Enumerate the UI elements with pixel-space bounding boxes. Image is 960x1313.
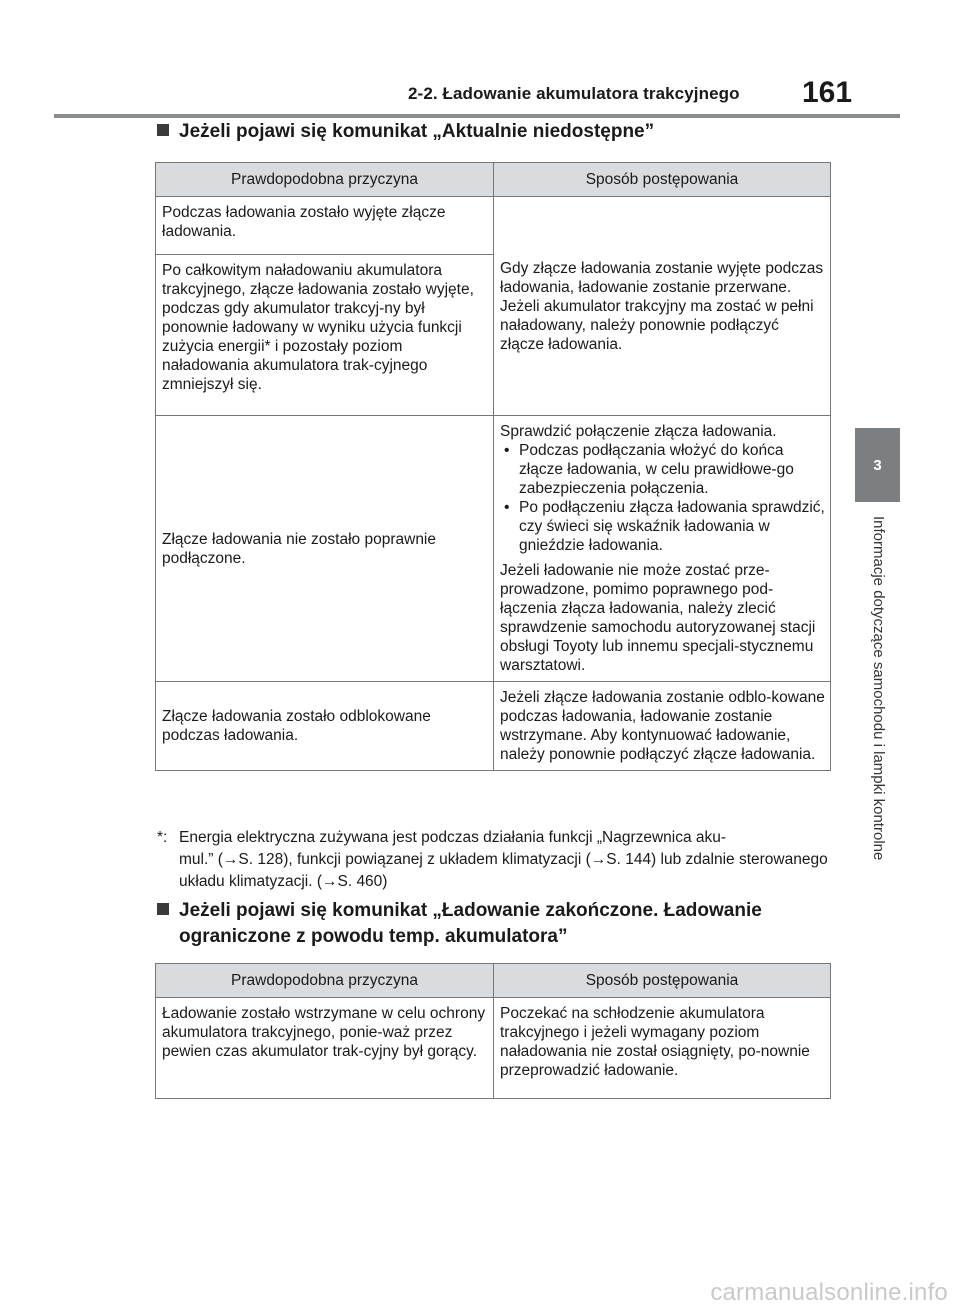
table-header-row — [156, 163, 831, 197]
table-completed — [155, 963, 831, 1099]
header-rule — [54, 114, 900, 118]
table-header-row — [156, 964, 831, 998]
square-bullet-icon — [157, 124, 169, 136]
table-row — [156, 998, 831, 1099]
footnote-mark: *: — [157, 829, 168, 846]
square-bullet-icon — [157, 903, 169, 915]
action-intro: Sprawdzić połączenie złącza ładowania. — [500, 423, 777, 440]
column-header-action: Sposób postępowania — [494, 163, 831, 197]
table-row — [156, 197, 831, 255]
cause-cell: Podczas ładowania zostało wyjęte złącze ładowania. — [156, 197, 494, 255]
section-heading-line2: ograniczone z powodu temp. akumulatora” — [179, 926, 568, 947]
action-cell: Poczekać na schłodzenie akumulatora trakcyjnego i jeżeli wymagany poziom naładowania nie został osiągnięty, po-nownie przeprowadzić ładowanie. — [494, 998, 831, 1099]
action-cell: Jeżeli złącze ładowania zostanie odblo-kowane podczas ładowania, ładowanie zostanie wstrzymane. Aby kontynuować ładowanie, należy ponownie podłączyć złącze ładowania. — [494, 682, 831, 771]
chapter-number: 3 — [873, 456, 882, 474]
header-title: 2-2. Ładowanie akumulatora trakcyjnego — [408, 84, 740, 103]
column-header-action: Sposób postępowania — [494, 964, 831, 998]
table-row — [156, 682, 831, 771]
footnote — [157, 827, 832, 893]
chapter-label-text: Informacje dotyczące samochodu i lampki kontrolne — [870, 516, 887, 861]
column-header-cause: Prawdopodobna przyczyna — [156, 163, 494, 197]
cause-cell: Złącze ładowania nie zostało poprawnie podłączone. — [156, 416, 494, 682]
table-row — [156, 416, 831, 682]
list-item: • Podczas podłączania włożyć do końca złącze ładowania, w celu prawidłowe-go zabezpieczenia połączenia. — [500, 441, 825, 498]
section-heading-line1: Jeżeli pojawi się komunikat „Ładowanie zakończone. Ładowanie — [179, 900, 762, 921]
section-heading-unavailable — [157, 119, 654, 145]
column-header-cause: Prawdopodobna przyczyna — [156, 964, 494, 998]
watermark: carmanualsonline.info — [710, 1279, 948, 1306]
list-item: • Po podłączeniu złącza ładowania sprawdzić, czy świeci się wskaźnik ładowania w gnieździe ładowania. — [500, 498, 825, 555]
footnote-first-line: Energia elektryczna zużywana jest podczas działania funkcji „Nagrzewnica aku- — [179, 829, 727, 846]
section-heading-completed — [157, 898, 762, 950]
table-unavailable — [155, 162, 831, 771]
action-cell — [494, 416, 831, 682]
cause-cell: Ładowanie zostało wstrzymane w celu ochrony akumulatora trakcyjnego, ponie-waż przez pewien czas akumulator trak-cyjny był gorący. — [156, 998, 494, 1099]
cause-cell: Po całkowitym naładowaniu akumulatora trakcyjnego, złącze ładowania zostało wyjęte, podczas gdy akumulator trakcyj-ny był ponownie ładowany w wyniku użycia funkcji zużycia energii* i pozostały poziom naładowania akumulatora trak-cyjnego zmniejszył się. — [156, 255, 494, 416]
section-heading-text: Jeżeli pojawi się komunikat „Aktualnie niedostępne” — [179, 121, 655, 142]
action-cell: Gdy złącze ładowania zostanie wyjęte podczas ładowania, ładowanie zostanie przerwane. Jeżeli akumulator trakcyjny ma zostać w pełni naładowany, należy ponownie podłączyć złącze ładowania. — [494, 197, 831, 416]
chapter-tab — [855, 428, 900, 502]
footnote-rest: mul.” (→S. 128), funkcji powiązanej z układem klimatyzacji (→S. 144) lub zdalnie sterowanego układu klimatyzacji. (→S. 460) — [179, 851, 828, 890]
cause-cell: Złącze ładowania zostało odblokowane podczas ładowania. — [156, 682, 494, 771]
page-number: 161 — [802, 76, 853, 109]
action-list — [500, 441, 825, 555]
action-outro: Jeżeli ładowanie nie może zostać prze-prowadzone, pomimo poprawnego pod-łączenia złącza ładowania, należy zlecić sprawdzenie samochodu autoryzowanej stacji obsługi Toyoty lub innemu specjali-stycznemu warsztatowi. — [500, 562, 816, 674]
